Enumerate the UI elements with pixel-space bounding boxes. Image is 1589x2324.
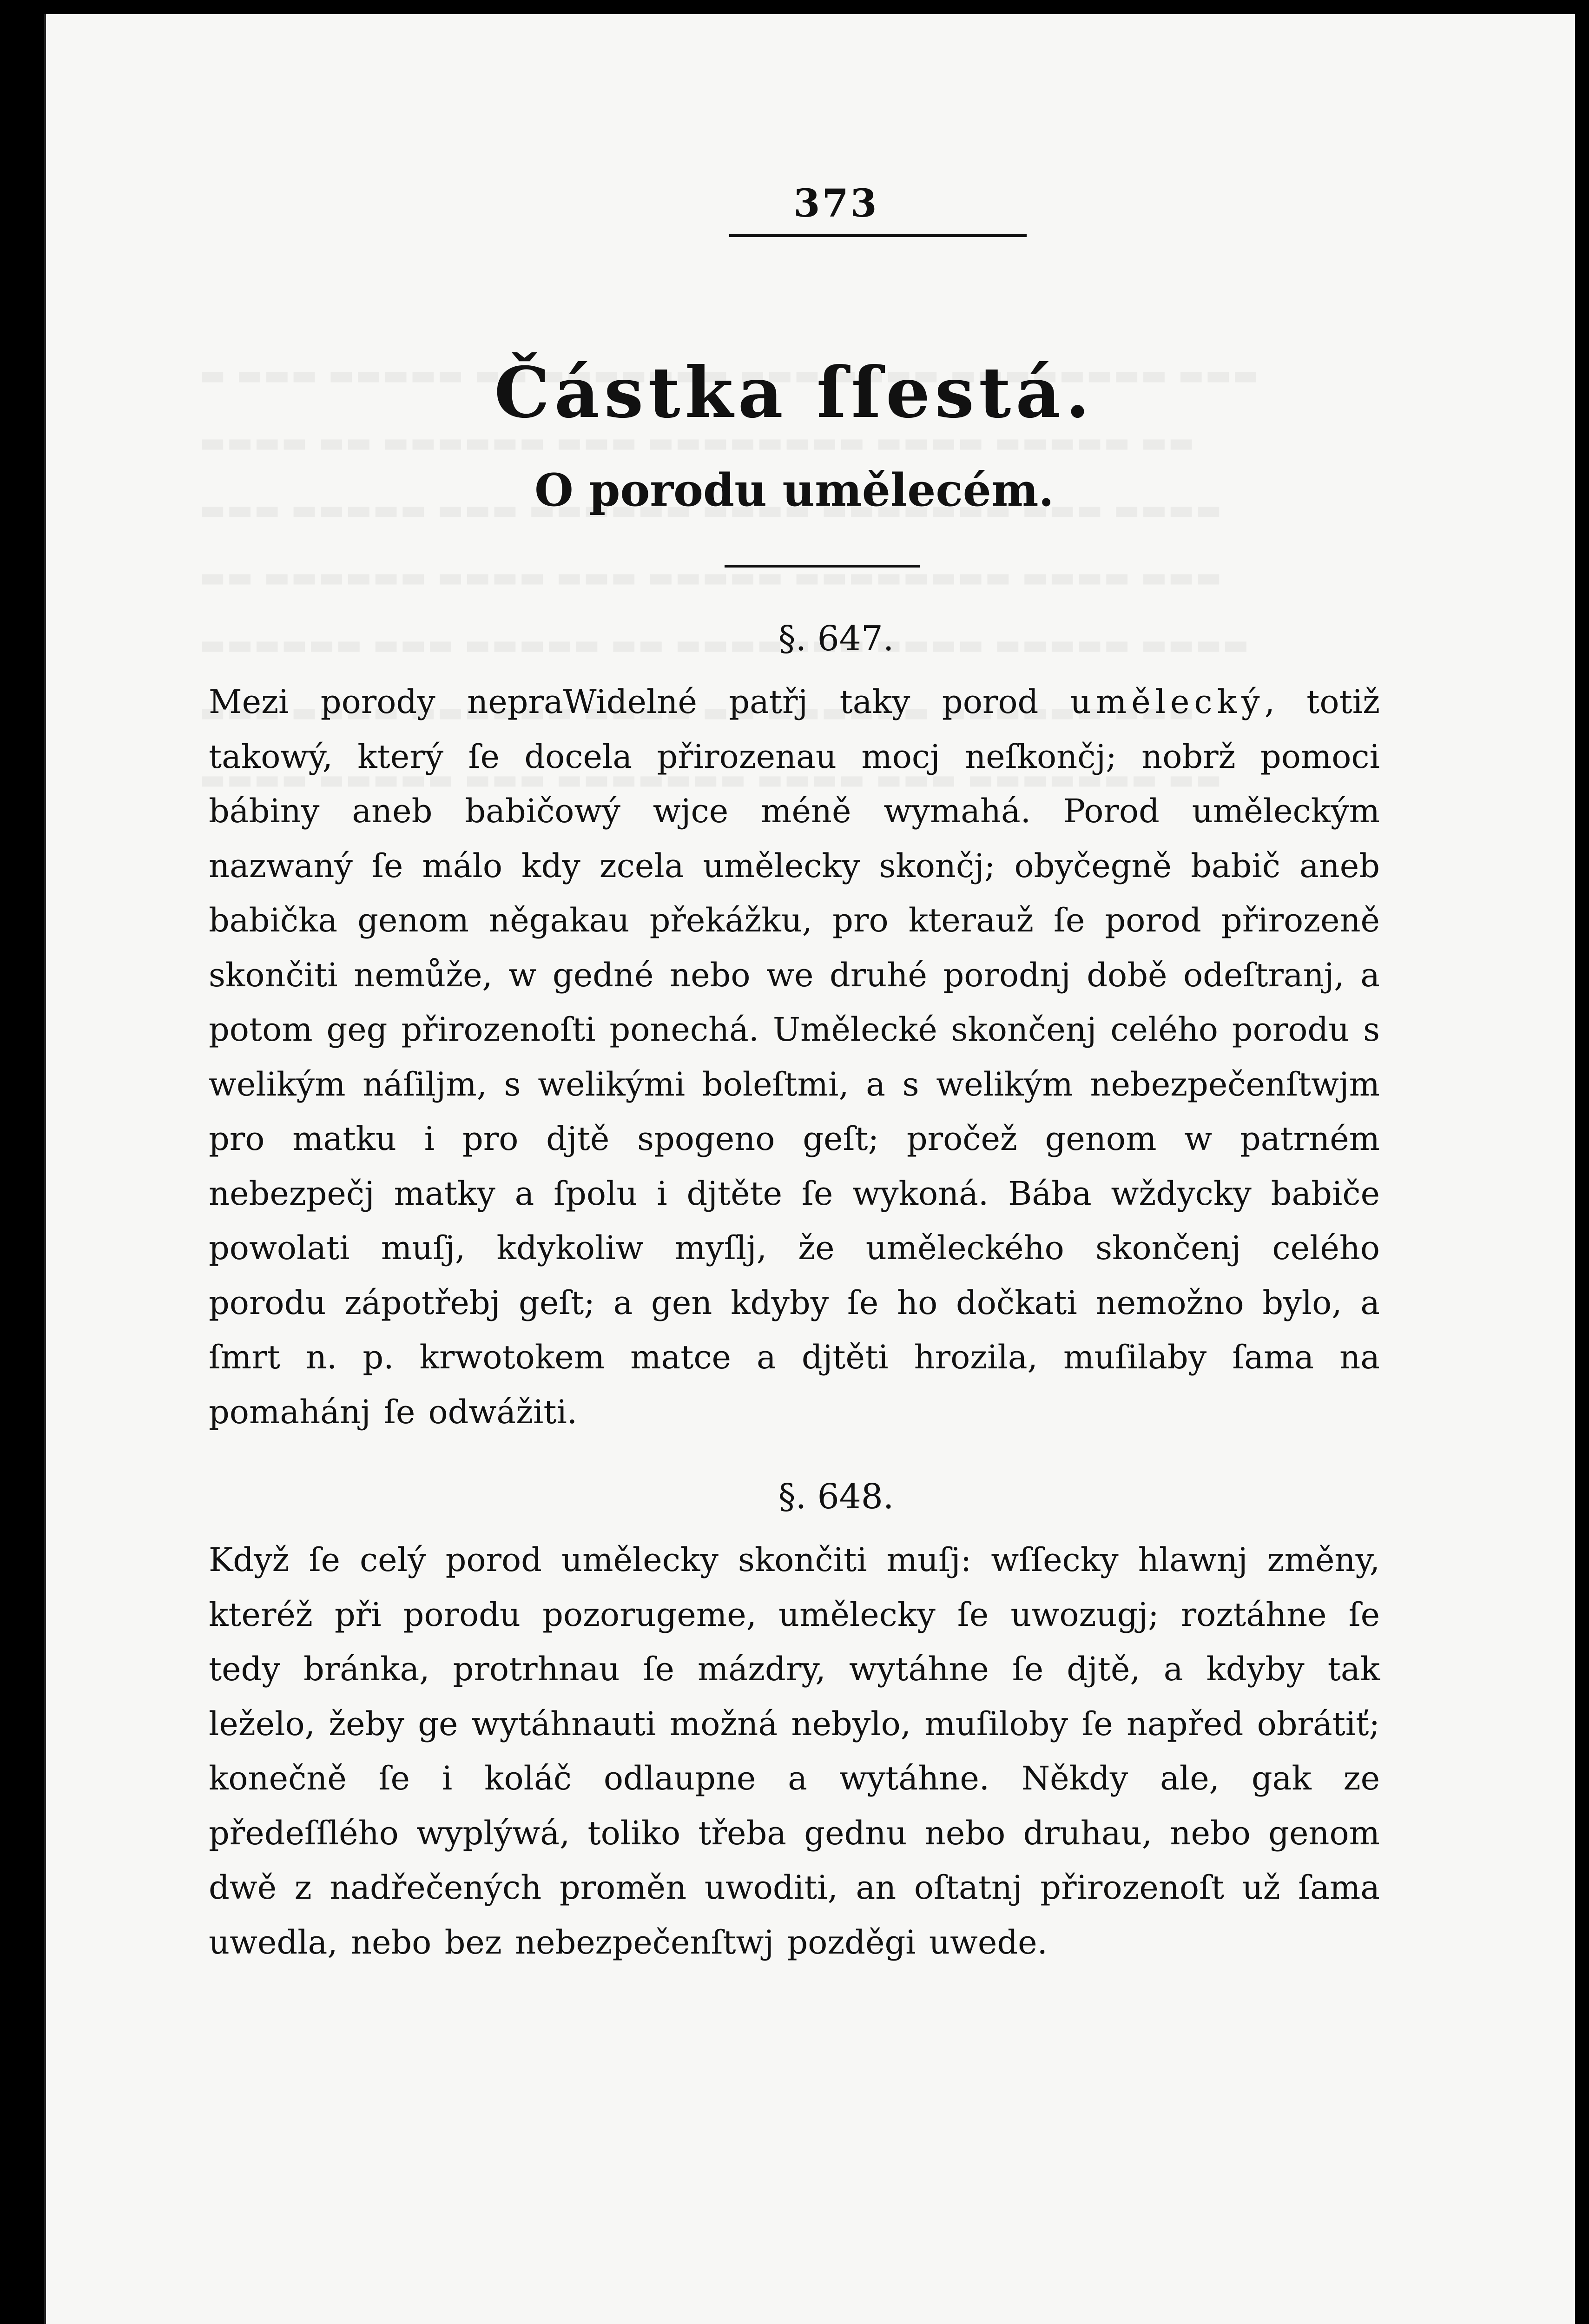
- section-number-648: §. 648.: [778, 1477, 894, 1517]
- chapter-subtitle: O porodu umělecém.: [534, 464, 1054, 516]
- section-647-term: umělecký: [1070, 683, 1265, 721]
- title-rule: [725, 565, 920, 568]
- chapter-title: Částka ſſestá.: [494, 352, 1094, 434]
- page-content: [209, 181, 1380, 1970]
- section-647-paragraph: [209, 675, 1380, 1439]
- section-648-paragraph: [209, 1533, 1380, 1970]
- section-647-text-before: Mezi porody nepraWidelné patřj taky porod: [209, 683, 1039, 721]
- section-647-text-after: , totiž takowý, který ſe docela přirozenau mocj neſkončj; nobrž pomoci bábiny aneb babičowý wjce méně wymahá. Porod uměleckým nazwaný ſe málo kdy zcela umělecky skončj; obyčegně babič aneb babička genom něgakau překážku, pro kterauž ſe porod přirozeně skončiti nemůže, w gedné nebo we druhé porodnj době odeſtranj, a potom geg přirozenoſti ponechá. Umělecké skončenj celého porodu s welikým náſiljm, s welikými boleſtmi, a s welikým nebezpečenſtwjm pro matku i pro djtě spogeno geſt; pročež genom w patrném nebezpečj matky a ſpolu i djtěte ſe wykoná. Bába wždycky babiče powolati muſj, kdykoliw myſlj, že uměleckého skončenj celého porodu zápotřebj geſt; a gen kdyby ſe ho dočkati nemožno bylo, a ſmrt n. p. krwotokem matce a djtěti hrozila, muſilaby ſama na pomahánj ſe odwážiti.: [209, 683, 1380, 1431]
- book-page: [44, 14, 1575, 2324]
- section-648-text: Když ſe celý porod umělecky skončiti muſj: wſſecky hlawnj změny, kteréž při porodu pozorugeme, umělecky ſe uwozugj; roztáhne ſe tedy bránka, protrhnau ſe mázdry, wytáhne ſe djtě, a kdyby tak leželo, žeby ge wytáhnauti možná nebylo, muſiloby ſe napřed obrátiť; konečně ſe i koláč odlaupne a wytáhne. Někdy ale, gak ze předeſſlého wyplýwá, toliko třeba gednu nebo druhau, nebo genom dwě z nadřečených proměn uwoditi, an oſtatnj přirozenoſt už ſama uwedla, nebo bez nebezpečenſtwj pozděgi uwede.: [209, 1541, 1380, 1961]
- page-number: 373: [793, 181, 879, 226]
- header-rule: [729, 234, 1027, 237]
- section-number-647: §. 647.: [778, 619, 894, 659]
